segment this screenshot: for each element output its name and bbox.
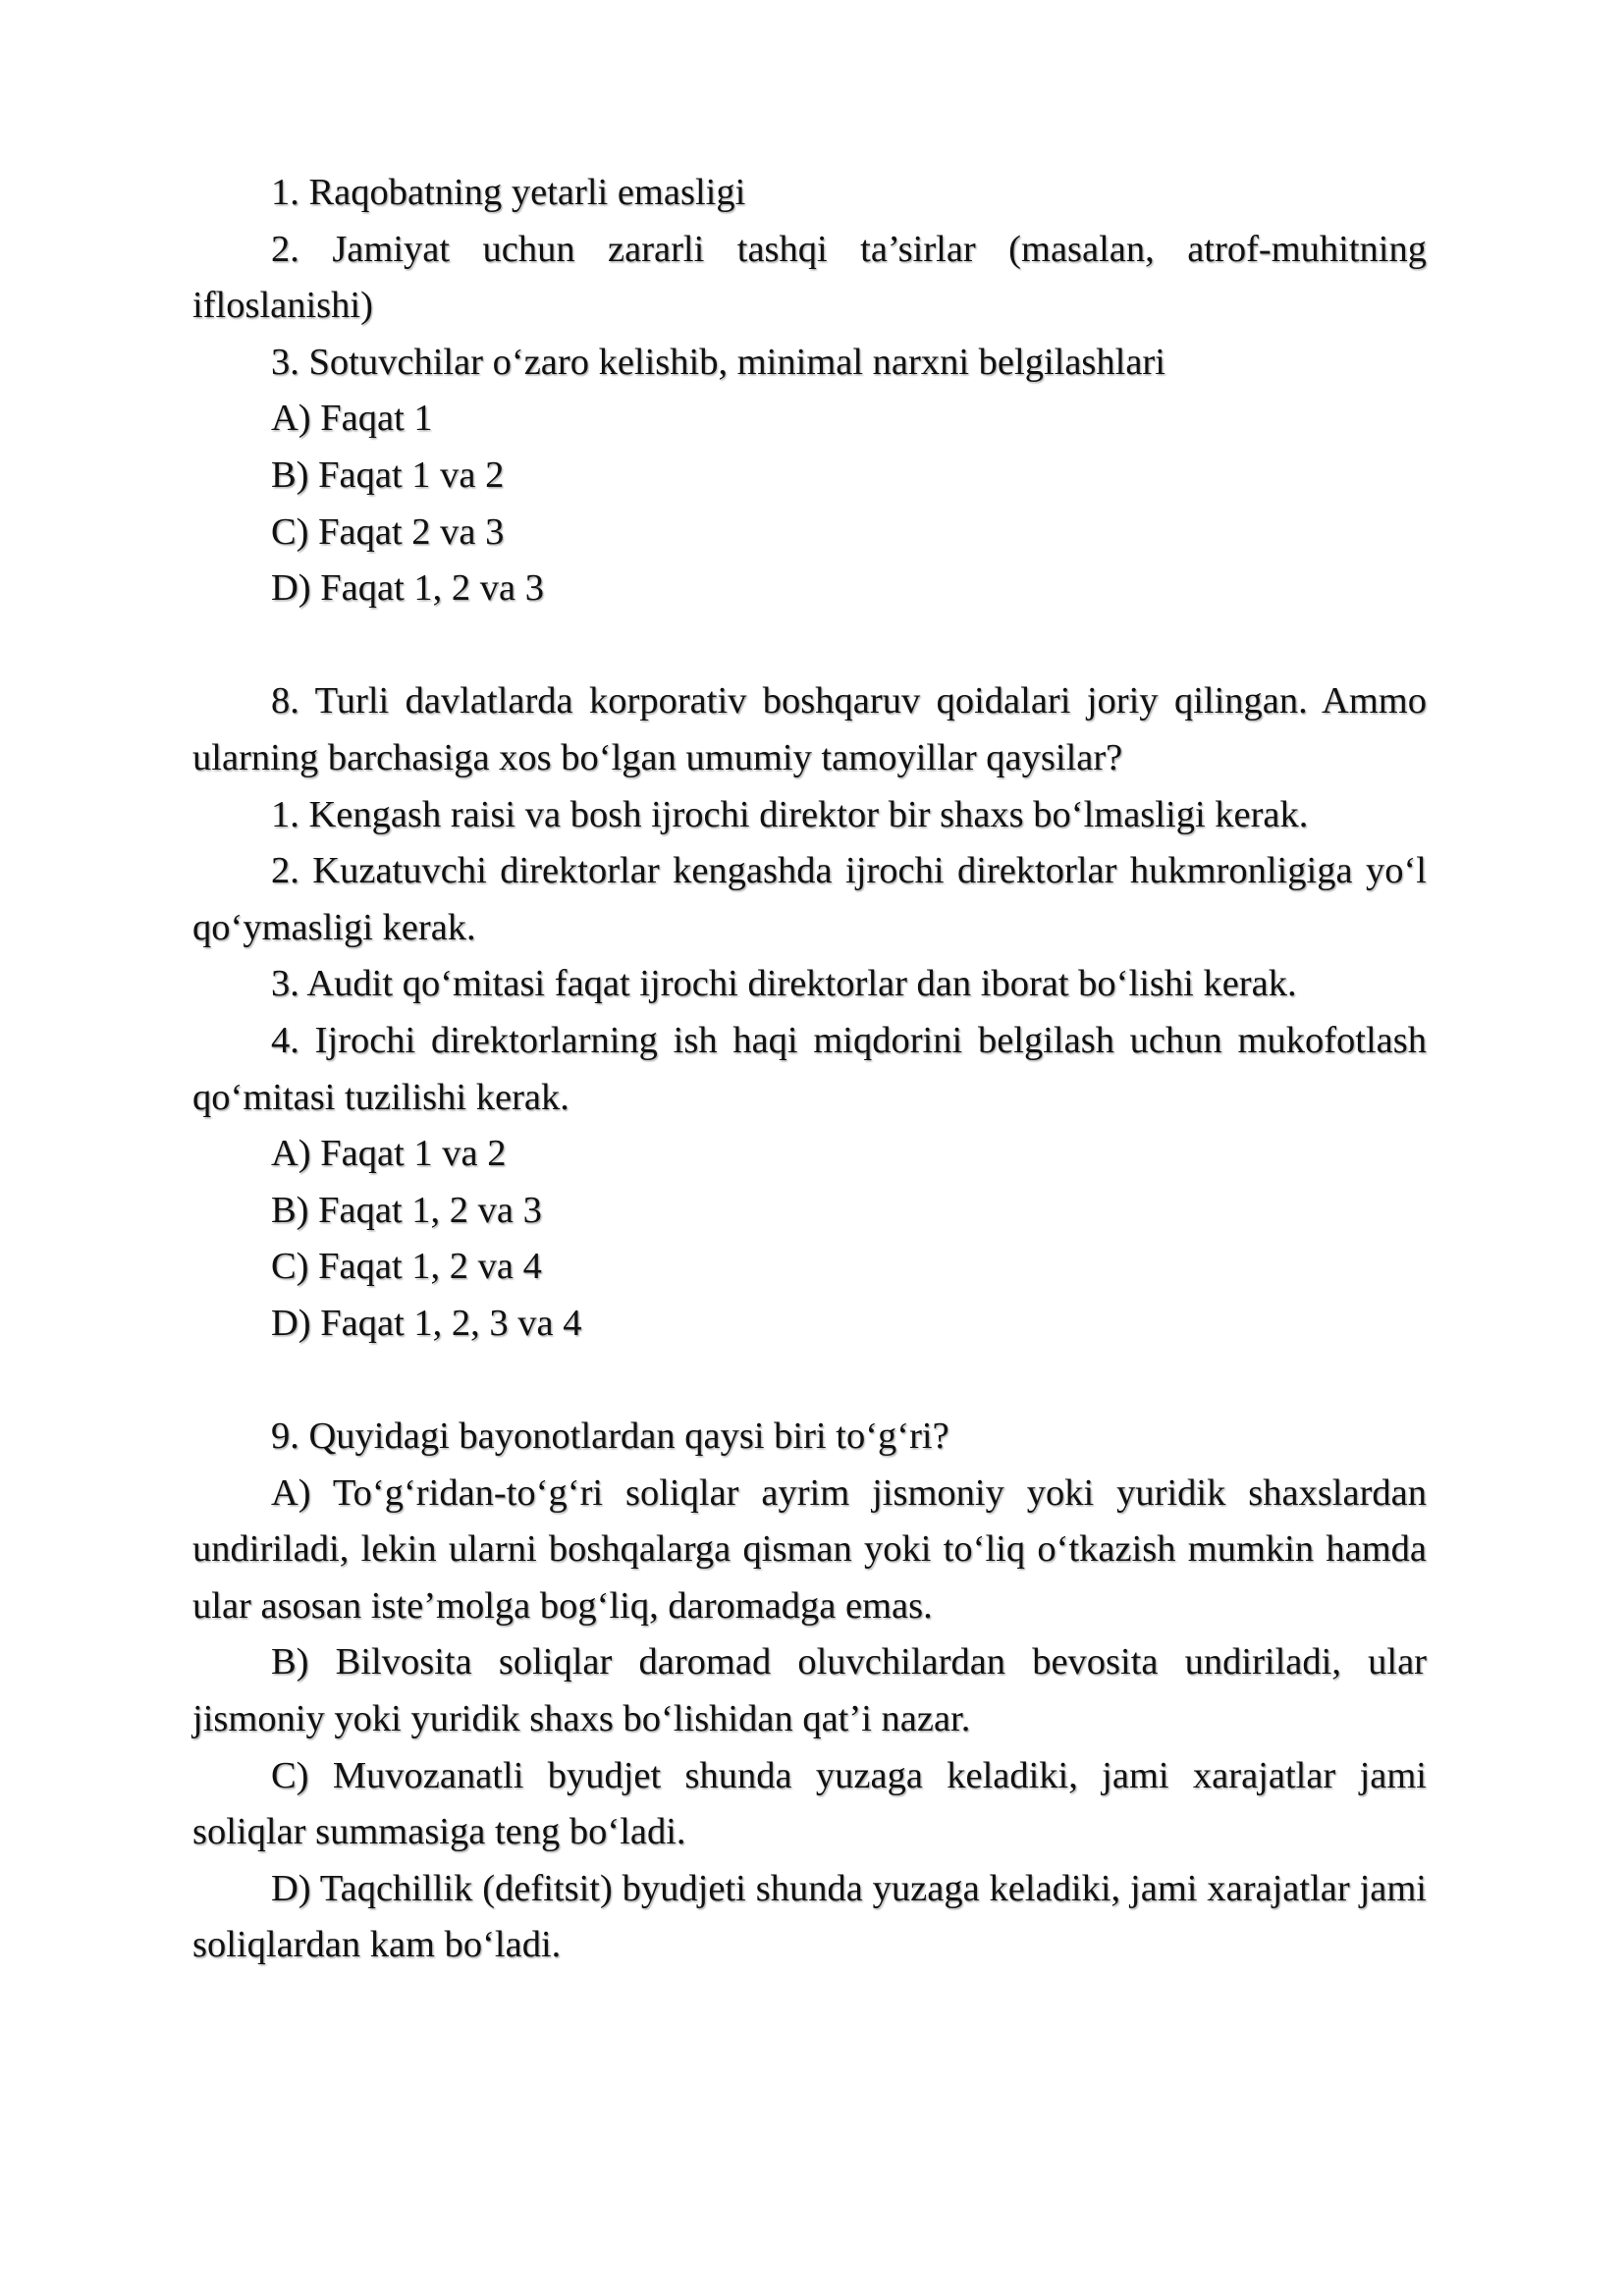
spacer [192,1352,1427,1409]
q7-statement-2: 2. Jamiyat uchun zararli tashqi ta’sirlar (masalan, atrof-muhitning ifloslanishi) [192,228,1427,327]
q7-option-b: B) Faqat 1 va 2 [271,454,505,496]
q8-statement-4: 4. Ijrochi direktorlarning ish haqi miqdorini belgilash uchun mukofotlash qo‘mitasi tuzilishi kerak. [192,1019,1427,1118]
q8-statement-1: 1. Kengash raisi va bosh ijrochi direktor bir shaxs bo‘lmasligi kerak. [271,793,1309,835]
q7-option-c: C) Faqat 2 va 3 [271,510,505,553]
q9-option-d: D) Taqchillik (defitsit) byudjeti shunda yuzaga keladiki, jami xarajatlar jami soliqlardan kam bo‘ladi. [192,1867,1427,1966]
q7-option-d: D) Faqat 1, 2 va 3 [271,567,544,610]
q7-option-a: A) Faqat 1 [271,398,433,440]
q9-option-a: A) To‘g‘ridan-to‘g‘ri soliqlar ayrim jismoniy yoki yuridik shaxslardan undiriladi, lekin ularni boshqalarga qisman yoki to‘liq o‘tkazish mumkin hamda ular asosan iste’molga bog‘liq, daromadga emas. [192,1471,1427,1627]
q8-statement-2: 2. Kuzatuvchi direktorlar kengashda ijrochi direktorlar hukmronligiga yo‘l qo‘ymasligi kerak. [192,850,1427,948]
q8-option-c: C) Faqat 1, 2 va 4 [271,1246,542,1288]
spacer [192,617,1427,674]
q8-option-a: A) Faqat 1 va 2 [271,1133,507,1175]
q8-option-b: B) Faqat 1, 2 va 3 [271,1189,542,1231]
q9-option-c: C) Muvozanatli byudjet shunda yuzaga keladiki, jami xarajatlar jami soliqlar summasiga teng bo‘ladi. [192,1754,1427,1853]
q9-question: 9. Quyidagi bayonotlardan qaysi biri to‘g‘ri? [271,1415,949,1458]
q7-statement-1: 1. Raqobatning yetarli emasligi [271,172,746,213]
document-page [192,165,1427,1974]
q7-statement-3: 3. Sotuvchilar o‘zaro kelishib, minimal narxni belgilashlari [271,341,1165,383]
q8-statement-3: 3. Audit qo‘mitasi faqat ijrochi direktorlar dan iborat bo‘lishi kerak. [271,963,1297,1005]
q8-option-d: D) Faqat 1, 2, 3 va 4 [271,1302,582,1344]
q8-question: 8. Turli davlatlarda korporativ boshqaruv qoidalari joriy qilingan. Ammo ularning barchasiga xos bo‘lgan umumiy tamoyillar qaysilar? [192,680,1427,778]
q9-option-b: B) Bilvosita soliqlar daromad oluvchilardan bevosita undiriladi, ular jismoniy yoki yuridik shaxs bo‘lishidan qat’i nazar. [192,1641,1427,1740]
